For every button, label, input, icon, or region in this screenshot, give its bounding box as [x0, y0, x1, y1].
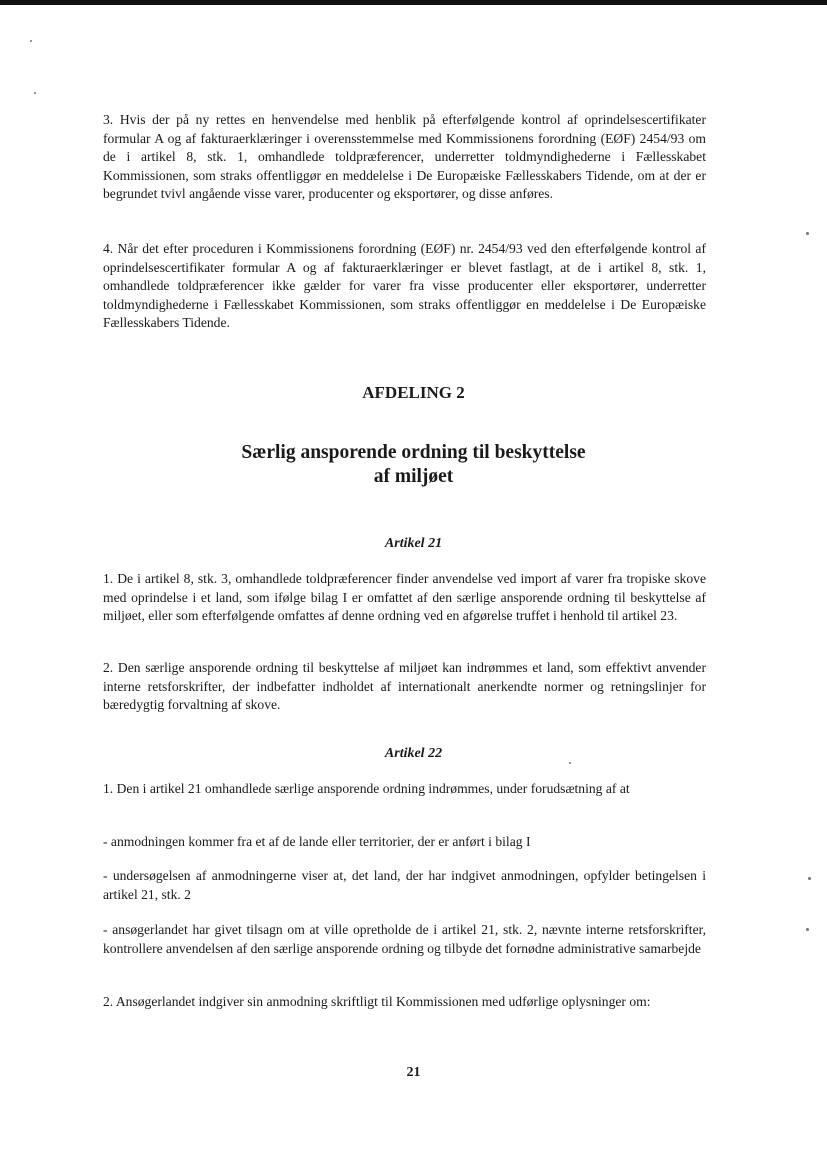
paragraph-3-verification: 3. Hvis der på ny rettes en henvendelse med henblik på efterfølgende kontrol af oprindelsescertifikater formular A og af fakturaerklæringer i overensstemmelse med Kommissionens forordning (EØF) 2454/93 om de i artikel 8, stk. 1, omhandlede toldpræferencer, underretter toldmyndighederne i Fællesskabet Kommissionen, som straks offentliggør en meddelelse i De Europæiske Fællesskabers Tidende, om at der er begrundet tvivl angående visse varer, producenter og eksportører, og disse anføres.	[103, 112, 706, 202]
article-21-paragraph-1: 1. De i artikel 8, stk. 3, omhandlede toldpræferencer finder anvendelse ved import af varer fra tropiske skove med oprindelse i et land, som ifølge bilag I er omfattet af den særlige ansporende ordning til beskyttelse af miljøet, eller som efterfølgende omfattes af denne ordning ved en afgørelse truffet i henhold til artikel 23.	[103, 571, 706, 624]
article-22-bullet-2: - undersøgelsen af anmodningerne viser at, det land, der har indgivet anmodningen, opfylder betingelsen i artikel 21, stk. 2	[103, 868, 706, 902]
section-title-line2: af miljøet	[373, 466, 454, 487]
article-22-bullet-1: - anmodningen kommer fra et af de lande eller territorier, der er anført i bilag I	[103, 834, 531, 849]
scan-speck	[30, 40, 32, 42]
scan-speck	[34, 92, 36, 94]
scan-speck	[806, 232, 809, 235]
paragraph-4-verification: 4. Når det efter proceduren i Kommissionens forordning (EØF) nr. 2454/93 ved den efterfølgende kontrol af oprindelsescertifikater formular A og af fakturaerklæringer er blevet fastlagt, at de i artikel 8, stk. 1, omhandlede toldpræferencer ikke gælder for varer fra visse producenter eller eksportører, underretter toldmyndighederne i Fællesskabet Kommissionen, som straks offentliggør en meddelelse i De Europæiske Fællesskabers Tidende.	[103, 241, 706, 331]
page-number: 21	[406, 1065, 421, 1080]
scan-speck	[806, 928, 809, 931]
scan-speck	[569, 762, 571, 764]
article-22-bullet-3: - ansøgerlandet har givet tilsagn om at ville opretholde de i artikel 21, stk. 2, nævnte interne retsforskrifter, kontrollere anvendelsen af den særlige ansporende ordning og tilbyde det fornødne administrative samarbejde	[103, 922, 706, 956]
article-21-paragraph-2: 2. Den særlige ansporende ordning til beskyttelse af miljøet kan indrømmes et land, som effektivt anvender interne retsforskrifter, der indbefatter indholdet af internationalt anerkendte normer og retningslinjer for bæredygtig forvaltning af skove.	[103, 660, 706, 713]
section-title-line1: Særlig ansporende ordning til beskyttelse	[241, 442, 586, 463]
article-22-paragraph-1: 1. Den i artikel 21 omhandlede særlige ansporende ordning indrømmes, under forudsætning af at	[103, 781, 630, 796]
scan-speck	[808, 877, 811, 880]
section-label: AFDELING 2	[362, 383, 465, 402]
article-21-heading: Artikel 21	[384, 536, 443, 551]
article-22-paragraph-2: 2. Ansøgerlandet indgiver sin anmodning skriftligt til Kommissionen med udførlige oplysninger om:	[103, 994, 651, 1009]
article-22-heading: Artikel 22	[384, 746, 443, 761]
top-scan-border	[0, 0, 827, 5]
